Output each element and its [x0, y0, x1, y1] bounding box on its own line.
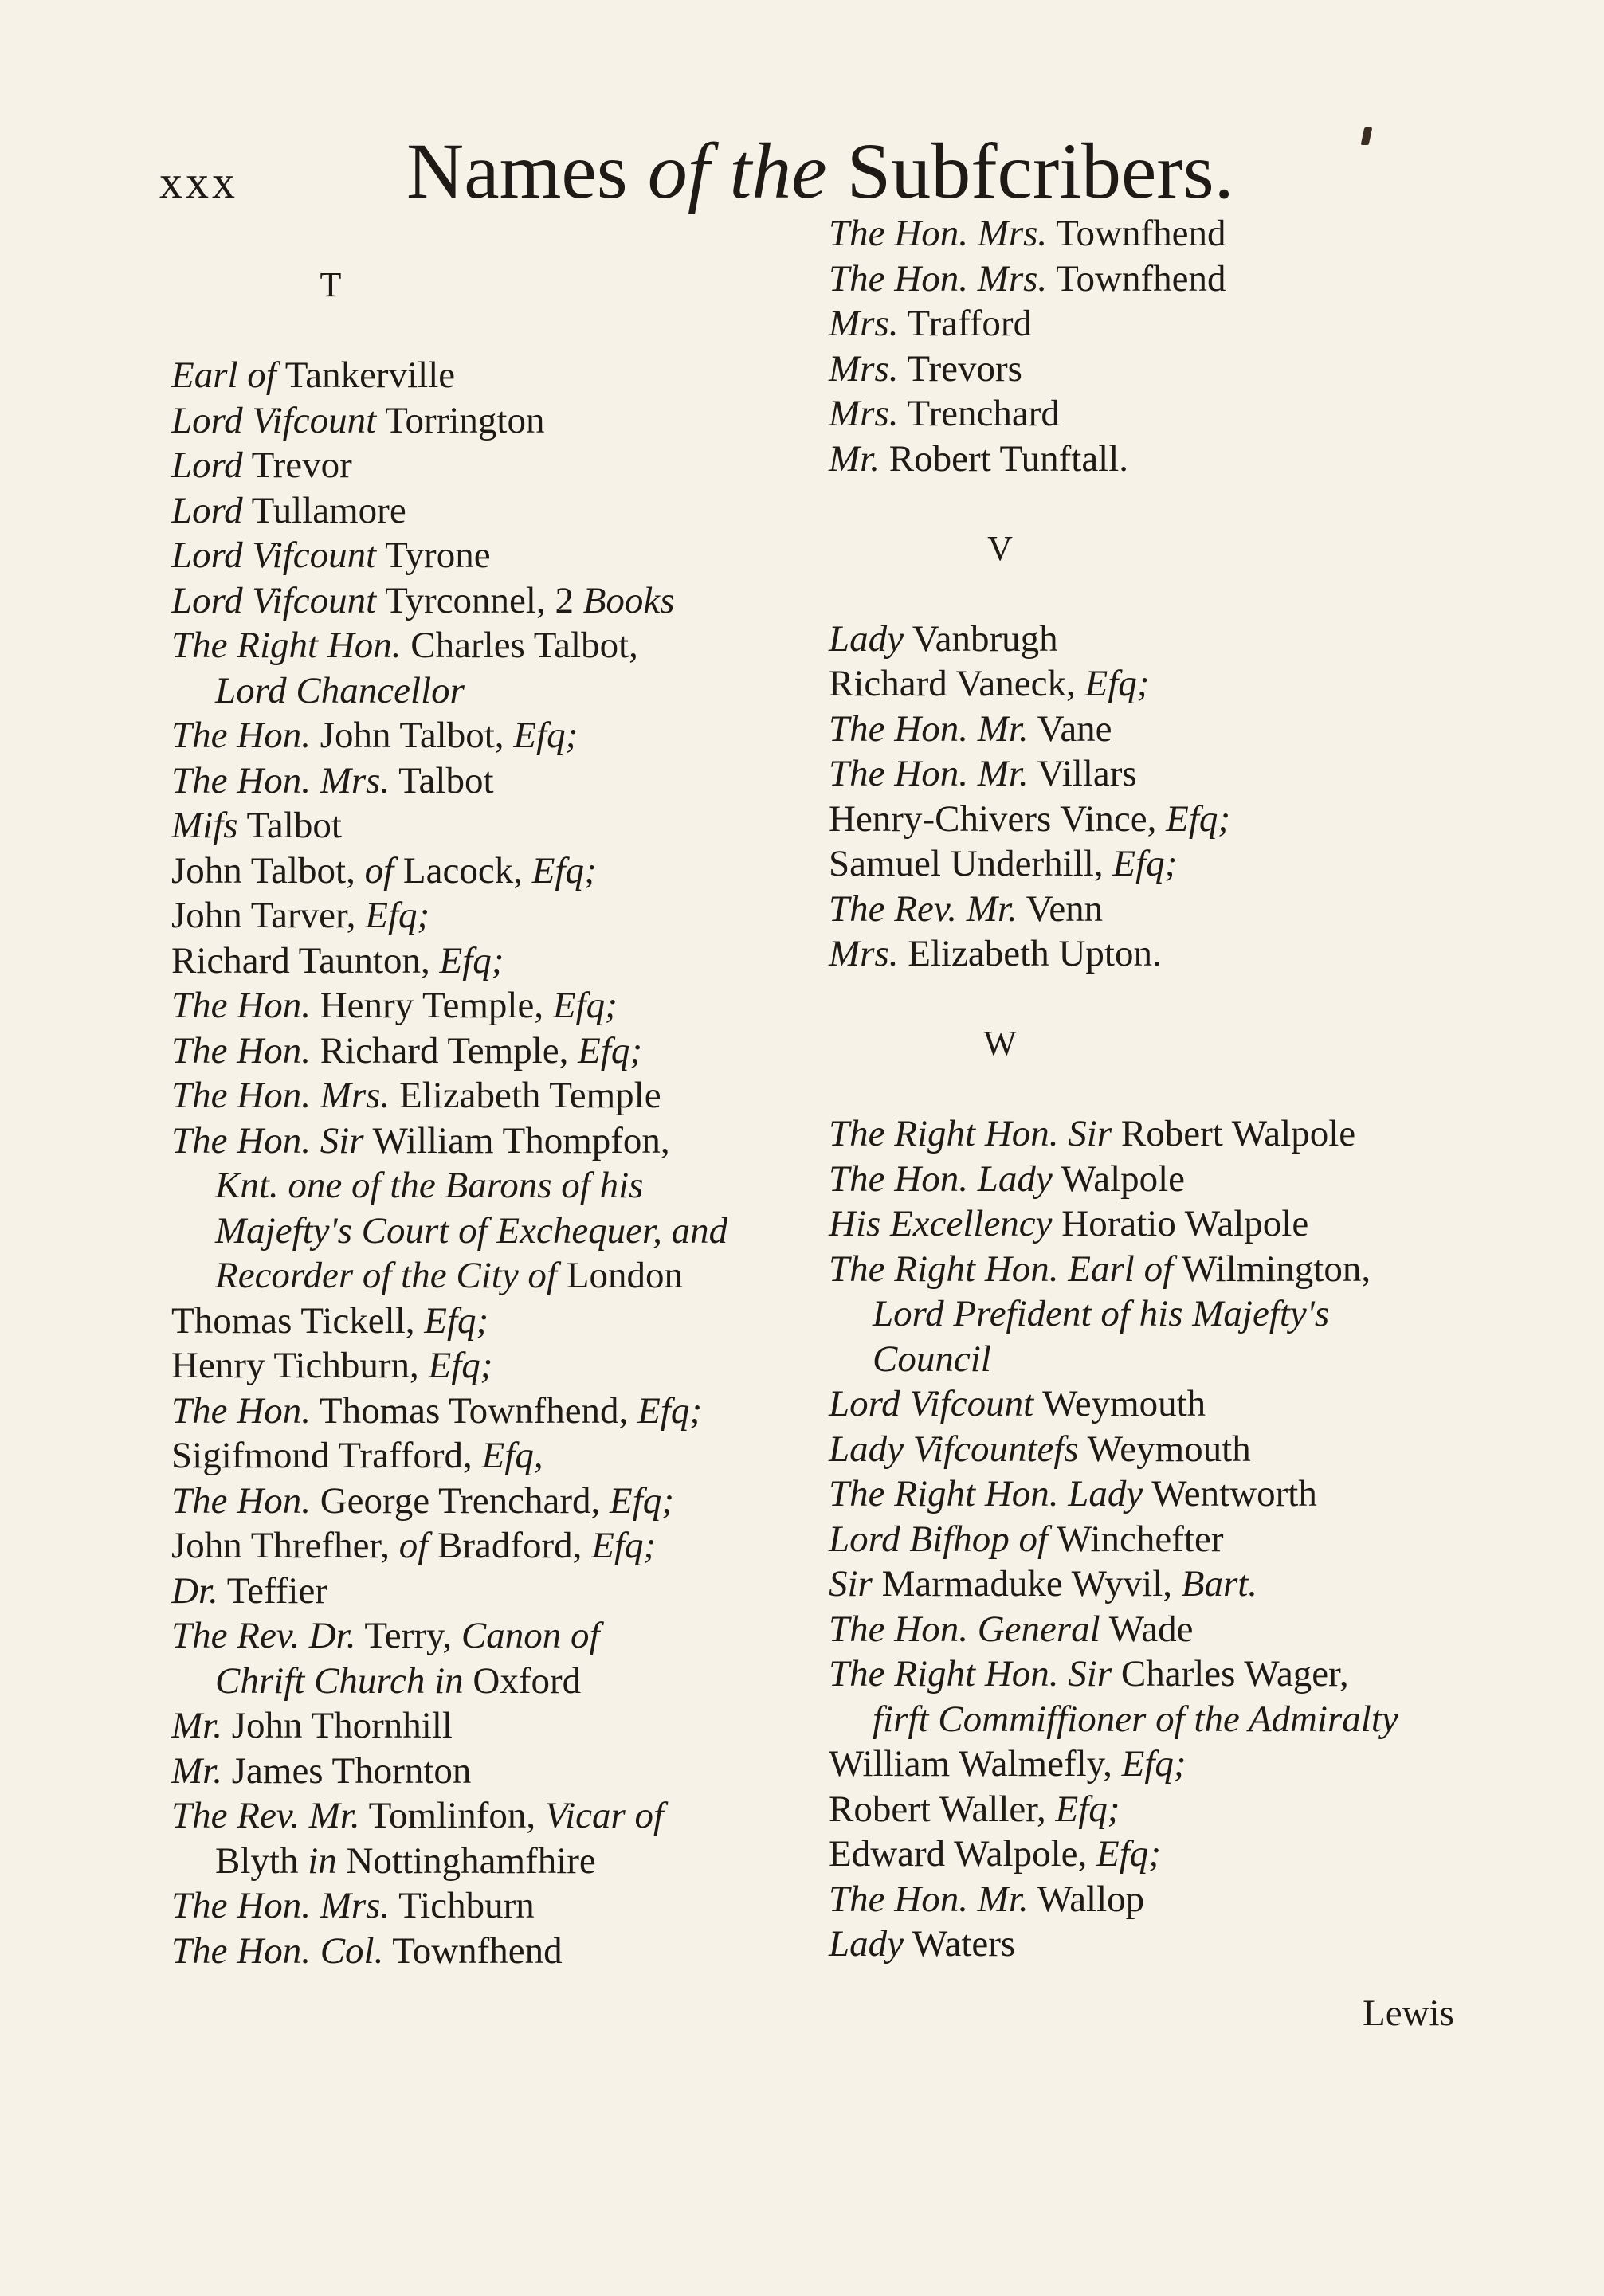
subscriber-title: The Rev. Mr.: [829, 887, 1018, 930]
subscriber-entry: [829, 1247, 1498, 1292]
subscriber-name: Weymouth: [1042, 1383, 1206, 1424]
subscriber-entry: [829, 1157, 1498, 1202]
subscriber-title: The Hon. Mr.: [829, 1878, 1029, 1920]
spacer: [829, 481, 1498, 527]
subscriber-name: Tyrone: [385, 535, 491, 576]
subscriber-title: The Hon. Sir: [171, 1119, 364, 1162]
subscriber-entry: [171, 1569, 809, 1614]
entry-continuation: [171, 1659, 809, 1704]
section-letter-w: W: [983, 1024, 1017, 1063]
subscriber-entry: [171, 1479, 809, 1524]
subscriber-entry: [829, 887, 1498, 932]
title-word-subscribers: Subfcribers.: [846, 127, 1234, 215]
subscriber-entry: [171, 848, 809, 894]
subscriber-entry: [829, 1607, 1498, 1652]
subscriber-title: The Hon. Mr.: [829, 707, 1029, 750]
subscriber-entry: [829, 841, 1498, 887]
subscriber-entry: [829, 1877, 1498, 1922]
subscriber-name: Wade: [1108, 1608, 1194, 1650]
subscriber-title: The Hon. Mr.: [829, 753, 1029, 794]
subscriber-suffix: Bart.: [1181, 1563, 1258, 1604]
subscriber-entry: [829, 211, 1498, 257]
subscriber-entry: [171, 758, 809, 804]
subscriber-name: Tankerville: [284, 355, 456, 396]
subscriber-suffix: Efq;: [1121, 1743, 1186, 1785]
subscriber-title: The Hon.: [171, 715, 311, 756]
subscriber-title: Lord: [171, 445, 243, 486]
spacer: [171, 308, 809, 354]
subscriber-entry: [829, 1922, 1498, 1967]
subscriber-title: The Hon.: [171, 985, 311, 1026]
subscriber-title: The Right Hon. Sir: [829, 1653, 1112, 1695]
subscriber-entry: [171, 1073, 809, 1119]
ink-mark: [1361, 127, 1373, 145]
subscriber-name: Horatio Walpole: [1061, 1203, 1309, 1244]
subscriber-title: Mrs.: [829, 347, 899, 390]
entry-continuation: [171, 1253, 809, 1299]
subscriber-entry: [171, 1119, 809, 1164]
place-name: Bradford,: [437, 1525, 582, 1566]
subscriber-suffix: Efq;: [1112, 843, 1178, 884]
entry-continuation: [171, 1839, 809, 1884]
subscriber-list-w: [829, 1111, 1498, 1967]
subscriber-name: Talbot: [246, 805, 342, 846]
subscriber-suffix: Books: [582, 579, 675, 621]
right-column: [829, 211, 1498, 1967]
entry-continuation: [171, 1209, 809, 1254]
subscriber-entry: [829, 1651, 1498, 1697]
subscriber-name: Wentworth: [1151, 1473, 1317, 1514]
entry-description: firft Commiffioner of the Admiralty: [873, 1698, 1398, 1740]
subscriber-suffix: Vicar of: [544, 1795, 665, 1836]
subscriber-entry: [829, 1787, 1498, 1832]
running-title: [406, 127, 1234, 215]
subscriber-name: Elizabeth Temple: [398, 1075, 661, 1116]
entry-description: Recorder of the City of: [215, 1255, 557, 1296]
subscriber-entry: [829, 301, 1498, 347]
subscriber-title: Mr.: [171, 1705, 222, 1746]
subscriber-name: Robert Walpole: [1120, 1113, 1356, 1154]
subscriber-suffix: Efq;: [637, 1389, 702, 1432]
place-name: Oxford: [473, 1659, 582, 1702]
subscriber-title: The Rev. Mr.: [171, 1795, 360, 1836]
subscriber-name: Walpole: [1061, 1158, 1186, 1200]
subscriber-name: Charles Talbot,: [410, 625, 638, 666]
spacer: [829, 977, 1498, 1022]
subscriber-name: Torrington: [385, 399, 545, 441]
subscriber-name: Trafford: [907, 303, 1033, 344]
subscriber-name: Henry Temple,: [320, 985, 544, 1026]
subscriber-title: Lord Vifcount: [171, 399, 377, 441]
subscriber-name: Tichburn: [398, 1885, 535, 1926]
subscriber-entry: [171, 398, 809, 444]
subscriber-title: The Right Hon. Lady: [829, 1473, 1143, 1514]
subscriber-title: The Hon. General: [829, 1608, 1100, 1650]
subscriber-entry: [171, 983, 809, 1028]
subscriber-name: Talbot: [398, 759, 494, 801]
subscriber-name: Tullamore: [251, 489, 406, 531]
subscriber-entry: [829, 1427, 1498, 1472]
subscriber-suffix: Efq;: [365, 895, 430, 936]
subscriber-title: The Hon. Mrs.: [171, 1075, 390, 1116]
entry-description: Lord Chancellor: [215, 669, 465, 711]
subscriber-entry: [829, 931, 1498, 977]
entry-description: Chrift Church in: [215, 1659, 464, 1702]
subscriber-name: Elizabeth Upton.: [908, 933, 1162, 974]
subscriber-entry: [171, 1028, 809, 1074]
subscriber-list-t: [171, 353, 809, 1973]
preposition: of: [398, 1525, 429, 1566]
subscriber-title: Mr.: [171, 1749, 222, 1792]
subscriber-entry: [829, 1742, 1498, 1787]
subscriber-name: Winchefter: [1056, 1518, 1224, 1560]
subscriber-entry: [171, 353, 809, 398]
subscriber-entry: [171, 803, 809, 848]
spacer: [829, 1067, 1498, 1112]
subscriber-title: Lady: [829, 617, 904, 660]
entry-continuation: [829, 1337, 1498, 1382]
entry-description: Knt. one of the Barons of his: [215, 1165, 644, 1206]
page-number: xxx: [159, 156, 238, 208]
subscriber-title: The Hon. Mrs.: [171, 759, 390, 801]
subscriber-suffix: Efq;: [578, 1029, 643, 1072]
subscriber-title: Lord: [171, 489, 243, 531]
subscriber-title: The Right Hon. Earl of: [829, 1248, 1174, 1290]
subscriber-suffix: Efq;: [531, 849, 597, 891]
subscriber-title: The Hon. Mrs.: [171, 1885, 390, 1926]
subscriber-title: Lord Bifhop of: [829, 1518, 1049, 1560]
subscriber-title: The Right Hon.: [171, 625, 402, 666]
subscriber-entry: [829, 661, 1498, 707]
subscriber-entry: [829, 1381, 1498, 1427]
subscriber-name: Tomlinfon,: [368, 1795, 536, 1836]
subscriber-entry: [829, 707, 1498, 752]
subscriber-title: The Rev. Dr.: [171, 1615, 356, 1656]
subscriber-name: Henry Tichburn,: [171, 1345, 419, 1386]
subscriber-entry: [171, 488, 809, 534]
subscriber-suffix: Efq;: [424, 1299, 489, 1342]
subscriber-entry: [829, 391, 1498, 437]
subscriber-entry: [829, 617, 1498, 662]
subscriber-name: Townfhend: [1056, 257, 1226, 300]
subscriber-name: John Thornhill: [231, 1705, 453, 1746]
section-letter-t: T: [320, 265, 342, 304]
subscriber-entry: [829, 1471, 1498, 1517]
subscriber-title: The Right Hon. Sir: [829, 1113, 1112, 1154]
subscriber-title: The Hon. Mrs.: [829, 213, 1048, 254]
subscriber-name: Weymouth: [1087, 1428, 1251, 1470]
subscriber-entry: [829, 347, 1498, 392]
subscriber-name: Marmaduke Wyvil,: [881, 1563, 1172, 1604]
entry-description: Council: [873, 1338, 991, 1380]
subscriber-entry: [171, 1749, 809, 1794]
subscriber-name: William Thompfon,: [372, 1119, 670, 1162]
subscriber-name: Sigifmond Trafford,: [171, 1435, 473, 1476]
subscriber-name: William Walmefly,: [829, 1743, 1112, 1785]
subscriber-title: Lady: [829, 1923, 904, 1965]
subscriber-name: John Talbot,: [171, 849, 355, 891]
place-name: London: [566, 1255, 683, 1296]
subscriber-entry: [829, 751, 1498, 797]
subscriber-suffix: Efq;: [1096, 1833, 1161, 1875]
subscriber-name: Venn: [1026, 887, 1104, 930]
preposition: of: [364, 849, 394, 891]
subscriber-title: Mrs.: [829, 303, 899, 344]
subscriber-title: Sir: [829, 1563, 873, 1604]
subscriber-name: Richard Temple,: [320, 1029, 569, 1072]
subscriber-entry: [829, 257, 1498, 302]
subscriber-name: Robert Tunftall.: [888, 437, 1129, 480]
subscriber-name: Tyrconnel, 2: [385, 579, 574, 621]
place-name: Lacock,: [402, 849, 523, 891]
subscriber-name: Thomas Tickell,: [171, 1299, 415, 1342]
subscriber-entry: [171, 1703, 809, 1749]
subscriber-list-t-continued: [829, 211, 1498, 481]
subscriber-name: Townfhend: [1056, 213, 1226, 254]
subscriber-title: His Excellency: [829, 1203, 1053, 1244]
subscriber-entry: [829, 437, 1498, 482]
subscriber-entry: [171, 578, 809, 624]
subscriber-name: Wallop: [1037, 1878, 1145, 1920]
subscriber-title: Lord Vifcount: [171, 535, 377, 576]
subscriber-name: Waters: [912, 1923, 1016, 1965]
subscriber-list-v: [829, 617, 1498, 977]
subscriber-entry: [171, 938, 809, 984]
subscriber-entry: [171, 1883, 809, 1929]
subscriber-entry: [171, 1299, 809, 1344]
entry-description: in: [308, 1840, 337, 1882]
place-name: Blyth: [215, 1840, 299, 1882]
subscriber-name: Richard Taunton,: [171, 939, 430, 981]
subscriber-title: Mrs.: [829, 393, 899, 434]
subscriber-title: Mifs: [171, 805, 238, 846]
subscriber-suffix: Efq,: [481, 1435, 543, 1476]
subscriber-name: Trenchard: [907, 393, 1060, 434]
subscriber-title: Dr.: [171, 1569, 218, 1612]
subscriber-suffix: Efq;: [591, 1525, 657, 1566]
subscriber-name: Henry-Chivers Vince,: [829, 797, 1157, 840]
title-word-names: Names: [406, 127, 628, 215]
title-word-of-the: of the: [647, 127, 827, 215]
subscriber-name: Teffier: [226, 1569, 327, 1612]
spacer: [829, 571, 1498, 617]
catchword: Lewis: [1363, 1992, 1454, 2034]
subscriber-suffix: Efq;: [1084, 663, 1150, 704]
subscriber-entry: [171, 1343, 809, 1389]
left-column: [171, 263, 809, 1973]
subscriber-name: Wilmington,: [1182, 1248, 1371, 1290]
subscriber-entry: [829, 1561, 1498, 1607]
subscriber-suffix: Efq;: [439, 939, 504, 981]
subscriber-entry: [171, 1389, 809, 1434]
subscriber-title: The Hon.: [171, 1479, 311, 1522]
subscriber-entry: [171, 623, 809, 668]
subscriber-suffix: Efq;: [1055, 1788, 1120, 1830]
entry-continuation: [829, 1697, 1498, 1742]
subscriber-title: The Hon.: [171, 1389, 311, 1432]
subscriber-title: Lord Vifcount: [171, 579, 377, 621]
subscriber-entry: [171, 533, 809, 578]
subscriber-name: Terry,: [364, 1615, 453, 1656]
subscriber-title: The Hon. Lady: [829, 1158, 1053, 1200]
subscriber-entry: [171, 1793, 809, 1839]
subscriber-name: Robert Waller,: [829, 1788, 1046, 1830]
subscriber-name: Vane: [1037, 707, 1112, 750]
subscriber-suffix: Efq;: [552, 985, 618, 1026]
subscriber-title: Lord Vifcount: [829, 1383, 1034, 1424]
subscriber-name: Samuel Underhill,: [829, 843, 1104, 884]
subscriber-name: Trevors: [907, 347, 1022, 390]
subscriber-suffix: Efq;: [513, 715, 578, 756]
subscriber-entry: [171, 1613, 809, 1659]
entry-description: Lord Prefident of his Majefty's: [873, 1293, 1330, 1334]
subscriber-name: Vanbrugh: [912, 617, 1058, 660]
subscriber-name: John Tarver,: [171, 895, 356, 936]
subscriber-suffix: Efq;: [1166, 797, 1231, 840]
subscriber-entry: [829, 1111, 1498, 1157]
subscriber-entry: [171, 1929, 809, 1974]
place-name: Nottinghamfhire: [346, 1840, 596, 1882]
subscriber-entry: [171, 713, 809, 758]
subscriber-name: Charles Wager,: [1120, 1653, 1349, 1695]
subscriber-name: Thomas Townfhend,: [319, 1389, 629, 1432]
subscriber-title: Mr.: [829, 437, 880, 480]
subscriber-name: Edward Walpole,: [829, 1833, 1088, 1875]
subscriber-name: Trevor: [251, 445, 352, 486]
subscriber-suffix: Efq;: [610, 1479, 674, 1522]
subscriber-entry: [829, 1517, 1498, 1562]
subscriber-title: Lady Vifcountefs: [829, 1428, 1079, 1470]
subscriber-title: Mrs.: [829, 933, 899, 974]
subscriber-suffix: Efq;: [428, 1345, 493, 1386]
entry-continuation: [829, 1291, 1498, 1337]
subscriber-entry: [171, 1523, 809, 1569]
entry-continuation: [171, 668, 809, 714]
subscriber-entry: [829, 797, 1498, 842]
subscriber-title: The Hon. Col.: [171, 1930, 384, 1972]
subscriber-name: James Thornton: [231, 1749, 472, 1792]
entry-description: Majefty's Court of Exchequer, and: [215, 1209, 728, 1252]
subscriber-title: The Hon. Mrs.: [829, 257, 1048, 300]
subscriber-entry: [171, 1433, 809, 1479]
subscriber-title: Earl of: [171, 355, 276, 396]
subscriber-name: Villars: [1037, 753, 1137, 794]
subscriber-name: Richard Vaneck,: [829, 663, 1076, 704]
subscriber-entry: [829, 1832, 1498, 1877]
subscriber-entry: [171, 443, 809, 488]
subscriber-name: Townfhend: [392, 1930, 563, 1972]
subscriber-name: George Trenchard,: [320, 1479, 601, 1522]
subscriber-name: John Talbot,: [320, 715, 504, 756]
subscriber-entry: [829, 1201, 1498, 1247]
entry-continuation: [171, 1163, 809, 1209]
subscriber-suffix: Canon of: [461, 1615, 600, 1656]
section-letter-v: V: [987, 528, 1013, 568]
subscriber-name: John Threfher,: [171, 1525, 390, 1566]
subscriber-entry: [171, 893, 809, 938]
subscriber-title: The Hon.: [171, 1029, 311, 1072]
